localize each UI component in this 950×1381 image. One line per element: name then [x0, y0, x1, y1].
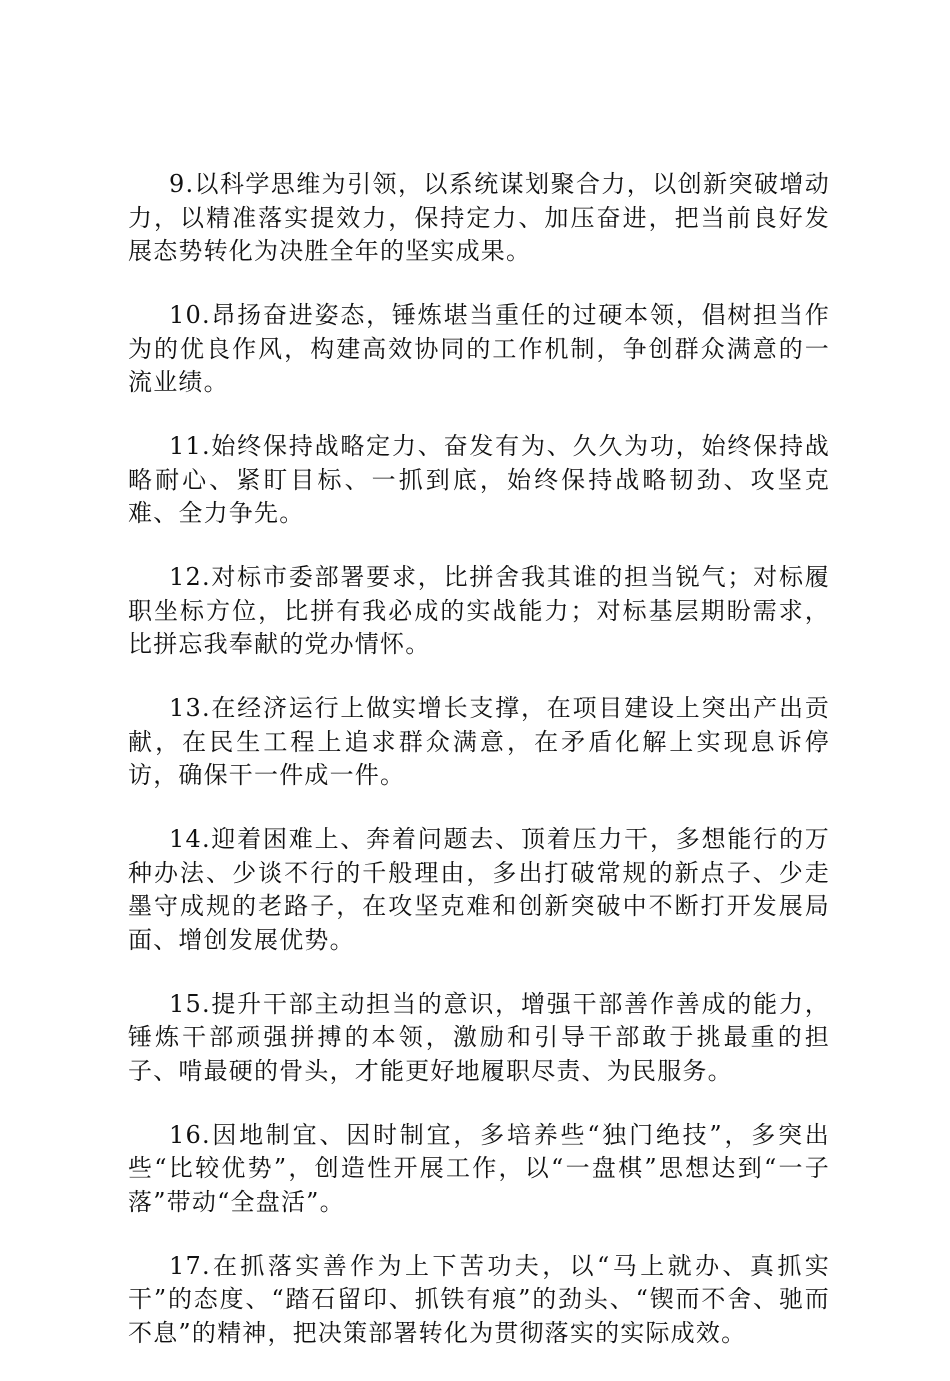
paragraph-16: 16.因地制宜、因时制宜，多培养些“独门绝技”，多突出些“比较优势”，创造性开展工作，以“一盘棋”思想达到“一子落”带动“全盘活”。 [128, 1120, 830, 1216]
paragraph-9: 9.以科学思维为引领，以系统谋划聚合力，以创新突破增动力，以精准落实提效力，保持定力、加压奋进，把当前良好发展态势转化为决胜全年的坚实成果。 [128, 170, 830, 265]
paragraph-11: 11.始终保持战略定力、奋发有为、久久为功，始终保持战略耐心、紧盯目标、一抓到底，始终保持战略韧劲、攻坚克难、全力争先。 [128, 432, 830, 527]
paragraph-10: 10.昂扬奋进姿态，锤炼堪当重任的过硬本领，倡树担当作为的优良作风，构建高效协同的工作机制，争创群众满意的一流业绩。 [128, 301, 830, 396]
paragraph-15: 15.提升干部主动担当的意识，增强干部善作善成的能力，锤炼干部顽强拼搏的本领，激励和引导干部敢于挑最重的担子、啃最硬的骨头，才能更好地履职尽责、为民服务。 [128, 989, 830, 1085]
document-body [128, 168, 830, 1381]
paragraph-12: 12.对标市委部署要求，比拼舍我其谁的担当锐气；对标履职坐标方位，比拼有我必成的实战能力；对标基层期盼需求，比拼忘我奉献的党办情怀。 [128, 563, 830, 658]
paragraph-17: 17.在抓落实善作为上下苦功夫，以“马上就办、真抓实干”的态度、“踏石留印、抓铁有痕”的劲头、“锲而不舍、驰而不息”的精神，把决策部署转化为贯彻落实的实际成效。 [128, 1251, 830, 1347]
paragraph-14: 14.迎着困难上、奔着问题去、顶着压力干，多想能行的万种办法、少谈不行的千般理由，多出打破常规的新点子、少走墨守成规的老路子，在攻坚克难和创新突破中不断打开发展局面、增创发展优势。 [128, 825, 830, 954]
paragraph-13: 13.在经济运行上做实增长支撑，在项目建设上突出产出贡献，在民生工程上追求群众满意，在矛盾化解上实现息诉停访，确保干一件成一件。 [128, 694, 830, 789]
